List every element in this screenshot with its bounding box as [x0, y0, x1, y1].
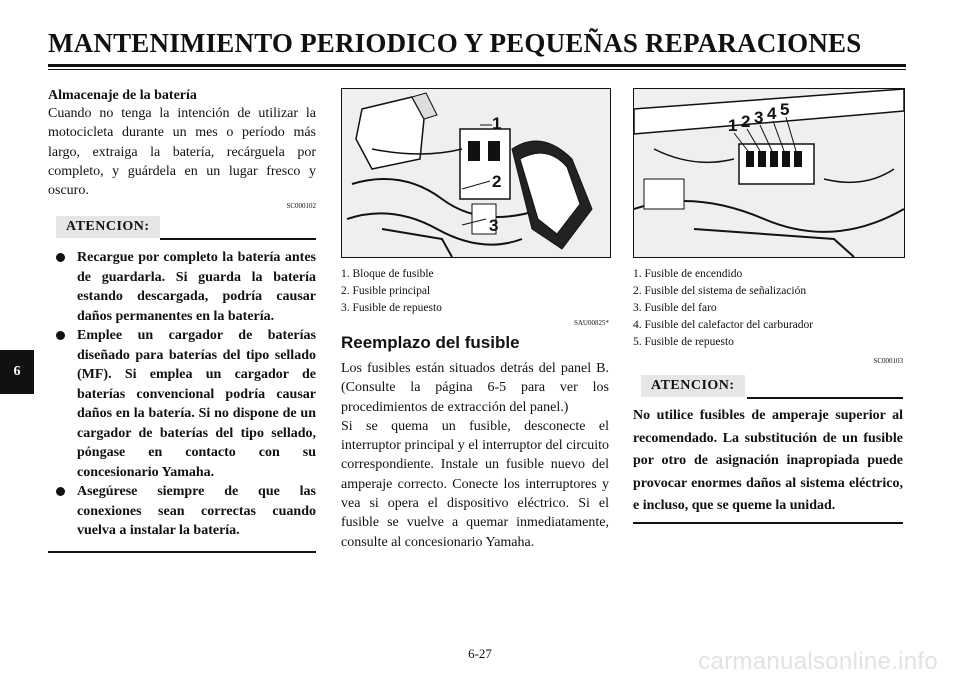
photo-captions — [341, 266, 609, 317]
warning-end-rule — [48, 551, 316, 553]
warning-label: ATENCION: — [641, 375, 745, 397]
page-number: 6-27 — [468, 646, 492, 661]
warning-bullets — [48, 248, 316, 541]
callout-1: 1 — [492, 114, 502, 133]
bullet-icon — [56, 487, 65, 496]
column-fuse-replacement — [341, 88, 609, 552]
section-title: Reemplazo del fusible — [341, 333, 520, 352]
caption-item: 1. Bloque de fusible — [341, 268, 434, 280]
warning-end-rule — [633, 522, 903, 524]
chapter-tab[interactable]: 6 — [0, 350, 34, 394]
column-fuse-list — [633, 88, 903, 524]
warning-rule — [747, 397, 903, 399]
bullet-text: Asegúrese siempre de que las conexiones sean correctas cuando vuelva a instalar la batería. — [77, 484, 316, 539]
list-item — [48, 326, 316, 482]
fuse-block-illustration — [342, 89, 610, 257]
watermark: carmanualsonline.info — [698, 648, 938, 675]
warning-header — [633, 375, 903, 401]
list-item — [48, 248, 316, 326]
bullet-text: Emplee un cargador de baterías diseñado para baterías del tipo sellado (MF). Si emplea un cargador de baterías convencional podría causar daños en la batería. Si no dispone de un cargador de baterías del tipo sellado, póngase en contacto con su concesionario Yamaha. — [77, 328, 316, 480]
caption-item: 5. Fusible de repuesto — [633, 336, 734, 348]
header-rule — [48, 64, 906, 67]
callout-5: 5 — [780, 100, 790, 119]
fuse-warning-text: No utilice fusibles de amperaje superior al recomendado. La substitución de un fusible por otro de asignación inapropiada puede provocar enormes daños al sistema eléctrico, e incluso, que se queme la unidad. — [633, 408, 903, 513]
header-rule-thin — [48, 69, 906, 70]
caption-item: 4. Fusible del calefactor del carburador — [633, 319, 814, 331]
fuse-location-paragraph: Los fusibles están situados detrás del panel B. (Consulte la página 6-5 para ver los procedimientos de extracción del panel.) — [341, 361, 609, 415]
bullet-icon — [56, 331, 65, 340]
bullet-icon — [56, 253, 65, 262]
reference-code: SC000103 — [873, 357, 903, 365]
warning-header — [48, 216, 316, 242]
callout-4: 4 — [767, 104, 777, 123]
page-title: MANTENIMIENTO PERIODICO Y PEQUEÑAS REPARACIONES — [48, 28, 862, 58]
warning-label: ATENCION: — [56, 216, 160, 238]
callout-1: 1 — [728, 116, 738, 135]
photo-captions — [633, 266, 903, 351]
caption-item: 2. Fusible principal — [341, 285, 431, 297]
caption-item: 2. Fusible del sistema de señalización — [633, 285, 807, 297]
caption-item: 3. Fusible del faro — [633, 302, 717, 314]
bullet-text: Recargue por completo la batería antes de guardarla. Si guarda la batería estando descargada, podría causar daños permanentes en la batería. — [77, 250, 316, 324]
callout-2: 2 — [492, 172, 502, 191]
battery-storage-paragraph: Cuando no tenga la intención de utilizar la motocicleta durante un mes o período más largo, extraiga la batería, recárguela por completo, y guárdela en un lugar fresco y oscuro. — [48, 106, 316, 199]
list-item — [48, 482, 316, 541]
caption-item: 3. Fusible de repuesto — [341, 302, 442, 314]
fuse-block-photo — [341, 88, 611, 258]
fuses-photo — [633, 88, 905, 258]
battery-storage-heading: Almacenaje de la batería — [48, 88, 197, 103]
callout-3: 3 — [754, 108, 764, 127]
warning-rule — [160, 238, 316, 240]
callout-2: 2 — [741, 112, 751, 131]
reference-code: SC000102 — [286, 202, 316, 211]
caption-item: 1. Fusible de encendido — [633, 268, 743, 280]
reference-code: SAU00825* — [573, 319, 609, 327]
callout-3: 3 — [489, 216, 499, 235]
column-battery-storage — [48, 88, 316, 553]
fuse-replacement-paragraph: Si se quema un fusible, desconecte el interruptor principal y el interruptor del circuito correspondiente. Instale un fusible nuevo del amperaje correcto. Conecte los interruptores y vea si opera el dispositivo eléctrico. Si el fusible se vuelve a quemar inmediatamente, consulte al concesionario Yamaha. — [341, 418, 609, 550]
fuses-illustration — [634, 89, 904, 257]
